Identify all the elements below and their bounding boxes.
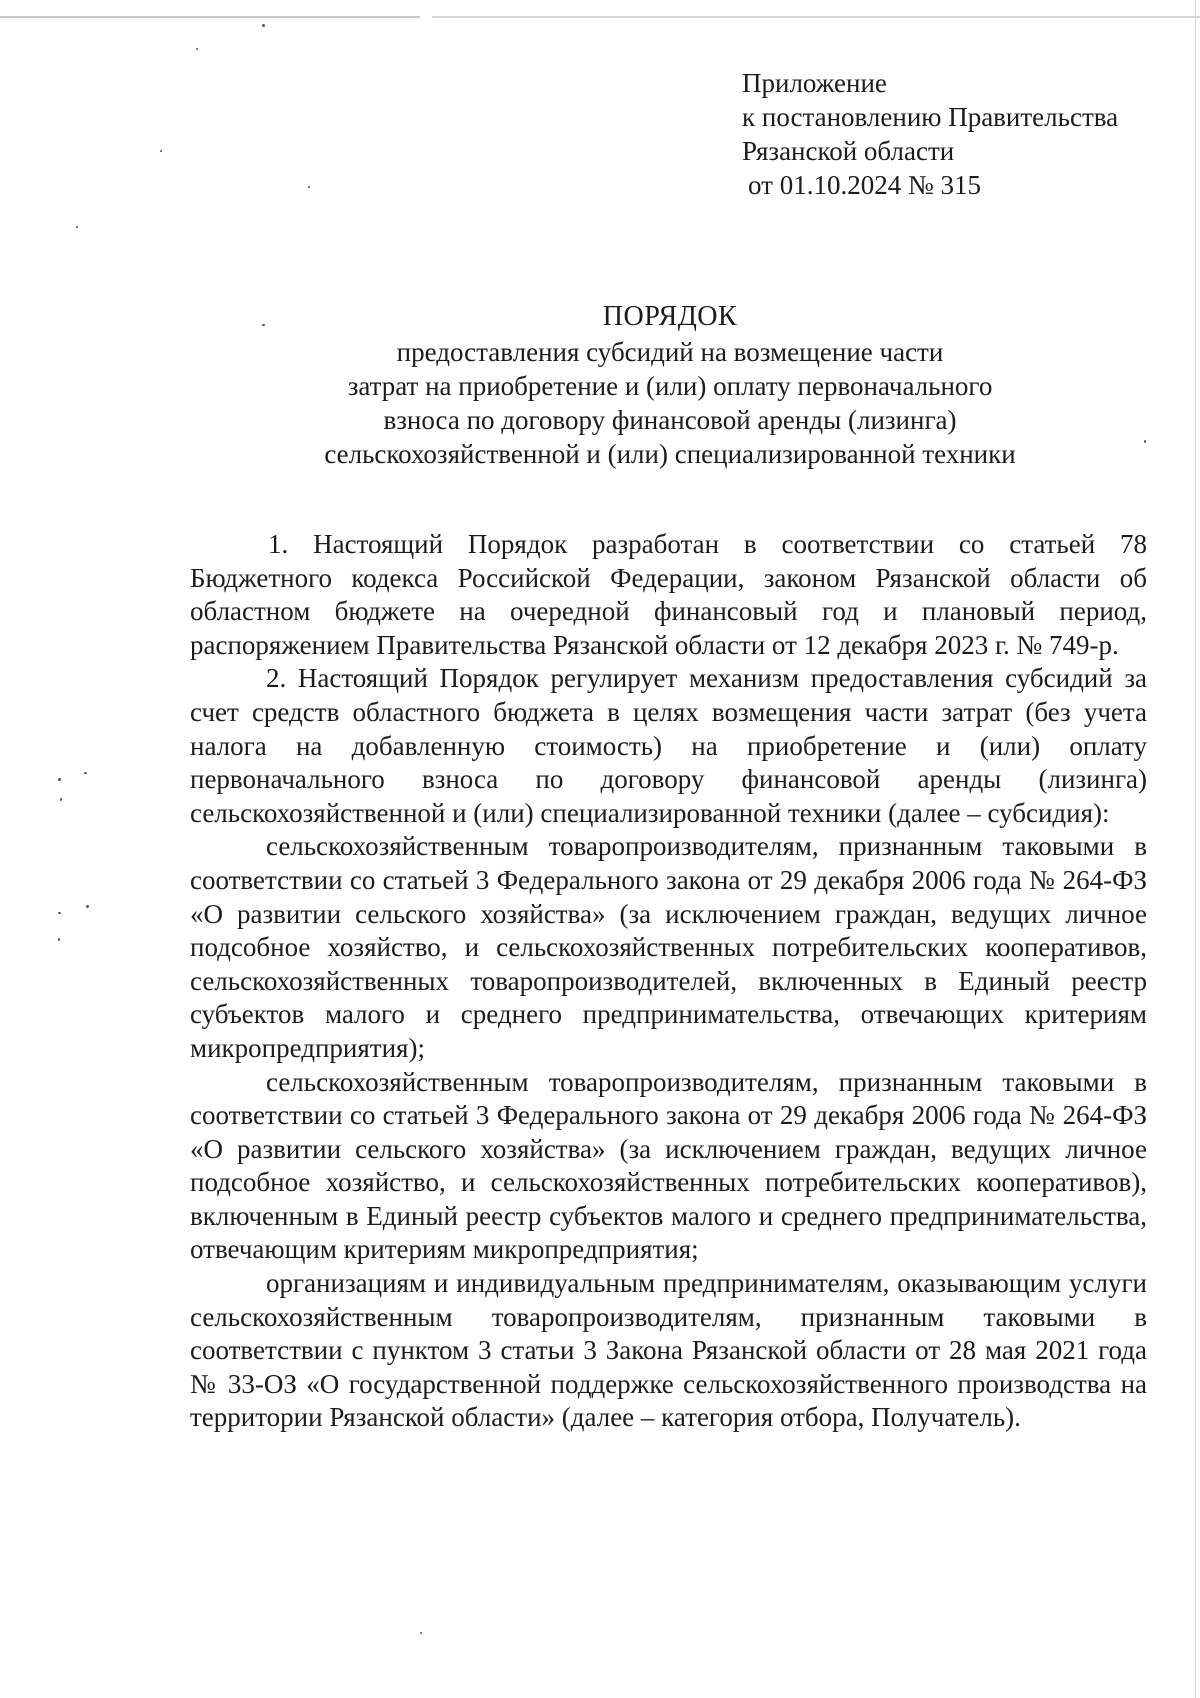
paragraph-item-2: 2. Настоящий Порядок регулирует механизм предоставления субсидий за счет средств областного бюджета в целях возмещения части затрат (без учета налога на добавленную стоимость) на приобретение и (или) оплату первоначального взноса по договору финансовой аренды (лизинга) сельскохозяйственной и (или) специализированной техники (далее – субсидия): [190, 663, 1147, 828]
scan-speck [196, 48, 198, 50]
document-subtitle-line: сельскохозяйственной и (или) специализированной техники [324, 439, 1016, 469]
scan-speck [160, 150, 162, 152]
annex-line-resolution: к постановлению Правительства [742, 102, 1119, 132]
document-body [190, 528, 1147, 1435]
scan-speck [308, 186, 310, 188]
document-subtitle-line: взноса по договору финансовой аренды (лизинга) [383, 405, 957, 435]
scan-speck [86, 905, 89, 908]
document-subtitle-line: затрат на приобретение и (или) оплату первоначального [347, 371, 993, 401]
scan-right-edge [1195, 0, 1196, 1698]
document-subtitle-line: предоставления субсидий на возмещение части [396, 337, 944, 367]
paragraph-recipient-category-1: сельскохозяйственным товаропроизводителям, признанным таковыми в соответствии со статьей 3 Федерального закона от 29 декабря 2006 года № 264-ФЗ «О развитии сельского хозяйства» (за исключением граждан, ведущих личное подсобное хозяйство, и сельскохозяйственных потребительских кооперативов, сельскохозяйственных товаропроизводителей, включенных в Единый реестр субъектов малого и среднего предпринимательства, отвечающих критериям микропредприятия); [190, 831, 1147, 1063]
paragraph-item-1: 1. Настоящий Порядок разработан в соответствии со статьей 78 Бюджетного кодекса Российской Федерации, законом Рязанской области об областном бюджете на очередной финансовый год и плановый период, распоряжением Правительства Рязанской области от 12 декабря 2023 г. № 749-р. [190, 529, 1147, 660]
annex-line-appendix: Приложение [742, 68, 887, 98]
paragraph-recipient-category-2: сельскохозяйственным товаропроизводителям, признанным таковыми в соответствии со статьей 3 Федерального закона от 29 декабря 2006 года № 264-ФЗ «О развитии сельского хозяйства» (за исключением граждан, ведущих личное подсобное хозяйство, и сельскохозяйственных потребительских кооперативов), включенным в Единый реестр субъектов малого и среднего предпринимательства, отвечающим критериям микропредприятия; [190, 1066, 1147, 1265]
annex-line-date-number: от 01.10.2024 № 315 [748, 170, 981, 200]
scan-speck [58, 938, 60, 941]
annex-line-region: Рязанской области [742, 136, 955, 166]
scan-speck [58, 912, 61, 914]
scan-top-edge [0, 16, 1200, 18]
document-title: ПОРЯДОК [602, 301, 738, 332]
scan-speck [58, 778, 61, 781]
scan-speck [262, 24, 265, 27]
scan-speck [76, 226, 78, 228]
scan-speck [60, 798, 62, 801]
scan-speck [84, 772, 87, 774]
paragraph-recipient-category-3: организациям и индивидуальным предпринимателям, оказывающим услуги сельскохозяйственным товаропроизводителям, признанным таковыми в соответствии с пунктом 3 статьи 3 Закона Рязанской области от 28 мая 2021 года № 33-ОЗ «О государственной поддержке сельскохозяйственного производства на территории Рязанской области» (далее – категория отбора, Получатель). [190, 1268, 1147, 1433]
scan-speck [420, 1632, 422, 1634]
document-title-block [190, 300, 1150, 471]
annex-block [742, 66, 1118, 202]
